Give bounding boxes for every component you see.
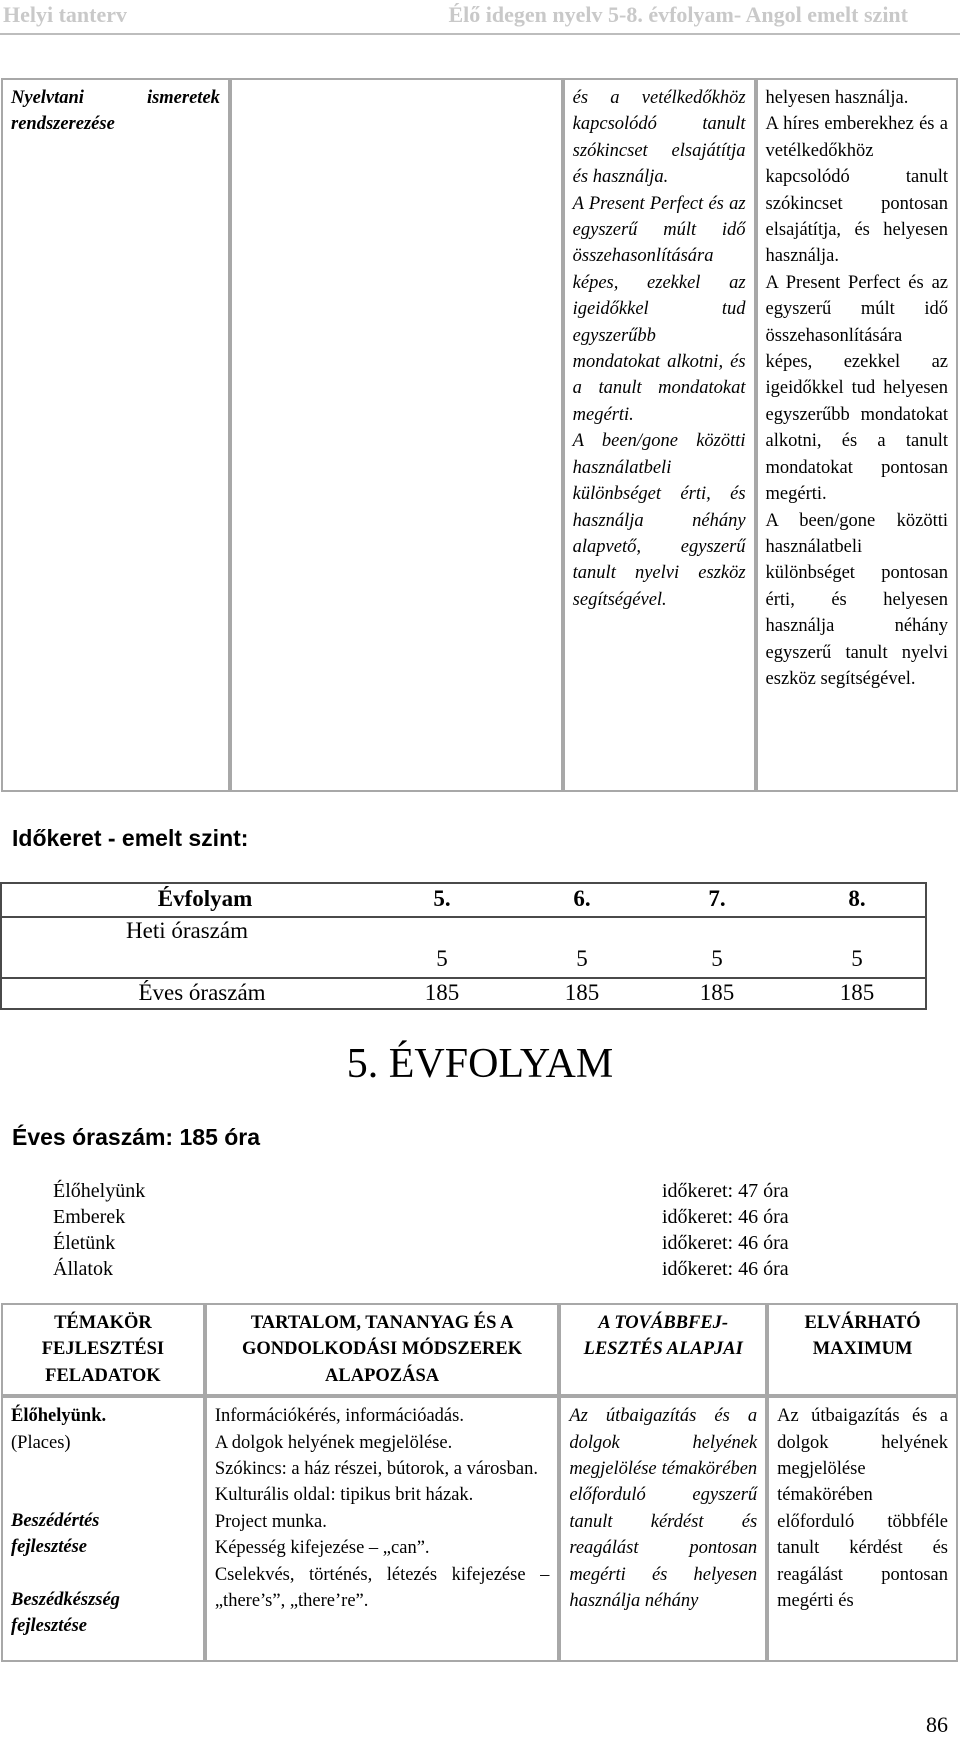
header-title-right: Élő idegen nyelv 5-8. évfolyam- Angol emelt szint (448, 2, 908, 27)
topic-cell (1, 78, 230, 792)
topic-cell (1, 1396, 205, 1662)
header-title-left: Helyi tanterv (3, 2, 128, 27)
grade-title: 5. ÉVFOLYAM (346, 1041, 614, 1087)
content-item: Információkérés, információadás. (214, 1406, 464, 1427)
skill-label: Beszédkészség fejlesztése (11, 1589, 120, 1637)
basis-text: Az útbaigazítás és a dolgok helyének megjelölése témakörében előforduló egyszerű tanult kérdést és reagálást pontosan megérti és helyesen használja néhány (569, 1406, 758, 1612)
header-content: TARTALOM, TANANYAG ÉS A GONDOLKODÁSI MÓDSZEREK ALAPOZÁSA (205, 1303, 559, 1396)
header-basis: A TOVÁBBFEJ-LESZTÉS ALAPJAI (559, 1303, 767, 1396)
grade-value: 5. (433, 886, 451, 911)
topic-item: Emberek (53, 1206, 126, 1228)
topic-title-english: (Places) (11, 1432, 71, 1453)
content-item: Szókincs: a ház részei, bútorok, a városban. (214, 1459, 538, 1480)
yearly-label: Éves óraszám (138, 980, 266, 1005)
maximum-paragraph: A Present Perfect és az egyszerű múlt idő összehasonlítására képes, ezekkel az igeidőkkel tud helyesen egyszerűbb mondatokat alkotni, és a tanult mondatokat pontosan megérti. (765, 272, 948, 505)
yearly-value: 185 (564, 980, 600, 1005)
content-cell (205, 1396, 559, 1662)
grade-value: 8. (848, 886, 866, 911)
topic-title: Élőhelyünk. (11, 1406, 107, 1427)
basis-paragraph: és a vetélkedőkhöz kapcsolódó tanult szókincset elsajátítja és használja. (572, 88, 746, 188)
content-item: A dolgok helyének megjelölése. (214, 1432, 453, 1453)
basis-cell (563, 78, 756, 792)
maximum-cell (756, 78, 958, 792)
topic-item: Életünk (53, 1232, 116, 1254)
continuation-table (1, 78, 958, 792)
grade-label: Évfolyam (157, 886, 253, 911)
content-cell-empty (230, 78, 563, 792)
yearly-value: 185 (699, 980, 735, 1005)
grade-value: 7. (708, 886, 726, 911)
weekly-value: 5 (711, 946, 723, 971)
row-divider (2, 977, 925, 979)
content-item: Project munka. (214, 1511, 327, 1532)
weekly-value: 5 (576, 946, 588, 971)
page-header (0, 0, 960, 34)
maximum-paragraph: helyesen használja. (765, 88, 909, 108)
maximum-paragraph: A been/gone közötti használatbeli különbséget pontosan érti, és helyesen használja néhány egyszerű tanult nyelvi eszköz segítségével. (765, 510, 948, 689)
topic-timeframe: időkeret: 47 óra (662, 1180, 789, 1202)
topic-item: Állatok (53, 1258, 113, 1280)
yearly-value: 185 (839, 980, 875, 1005)
weekly-value: 5 (436, 946, 448, 971)
weekly-value: 5 (851, 946, 863, 971)
timeframe-heading: Időkeret - emelt szint: (12, 825, 249, 851)
content-item: Képesség kifejezése – „can”. (214, 1538, 430, 1559)
topic-timeframe: időkeret: 46 óra (662, 1232, 789, 1254)
maximum-paragraph: A híres emberekhez és a vetélkedőkhöz kapcsolódó tanult szókincset pontosan elsajátítja, és helyesen használja. (765, 114, 948, 267)
topic-timeframe: időkeret: 46 óra (662, 1258, 789, 1280)
content-item: Kulturális oldal: tipikus brit házak. (214, 1485, 474, 1506)
topic-timeframe: időkeret: 46 óra (662, 1206, 789, 1228)
maximum-text: Az útbaigazítás és a dolgok helyének megjelölése témakörében előforduló többféle tanult kérdést és reagálást pontosan megérti és (777, 1406, 948, 1612)
topic-label: Nyelvtani ismeretek rendszerezése (11, 88, 220, 135)
weekly-label: Heti óraszám (126, 918, 248, 943)
header-topic: TÉMAKÖR FEJLESZTÉSI FELADATOK (1, 1303, 205, 1396)
header-maximum: ELVÁRHATÓ MAXIMUM (767, 1303, 958, 1396)
yearly-value: 185 (424, 980, 460, 1005)
basis-paragraph: A been/gone közötti használatbeli különbséget érti, és használja néhány alapvető, egyszerű tanult nyelvi eszköz segítségével. (572, 431, 746, 610)
content-item: Cselekvés, történés, létezés kifejezése – „there’s”, „there’re”. (214, 1564, 550, 1612)
skill-label: Beszédértés fejlesztése (11, 1511, 100, 1558)
curriculum-table (1, 1303, 958, 1662)
timeframe-table (0, 882, 927, 1010)
grade-value: 6. (573, 886, 591, 911)
annual-hours-heading: Éves óraszám: 185 óra (12, 1124, 261, 1150)
page-number: 86 (926, 1712, 948, 1737)
header-rule (0, 33, 960, 35)
basis-cell (559, 1396, 767, 1662)
topic-item: Élőhelyünk (53, 1180, 146, 1202)
basis-paragraph: A Present Perfect és az egyszerű múlt idő összehasonlítására képes, ezekkel az igeidőkkel tud egyszerűbb mondatokat alkotni, és a tanult mondatokat megérti. (572, 193, 746, 425)
maximum-cell (767, 1396, 958, 1662)
